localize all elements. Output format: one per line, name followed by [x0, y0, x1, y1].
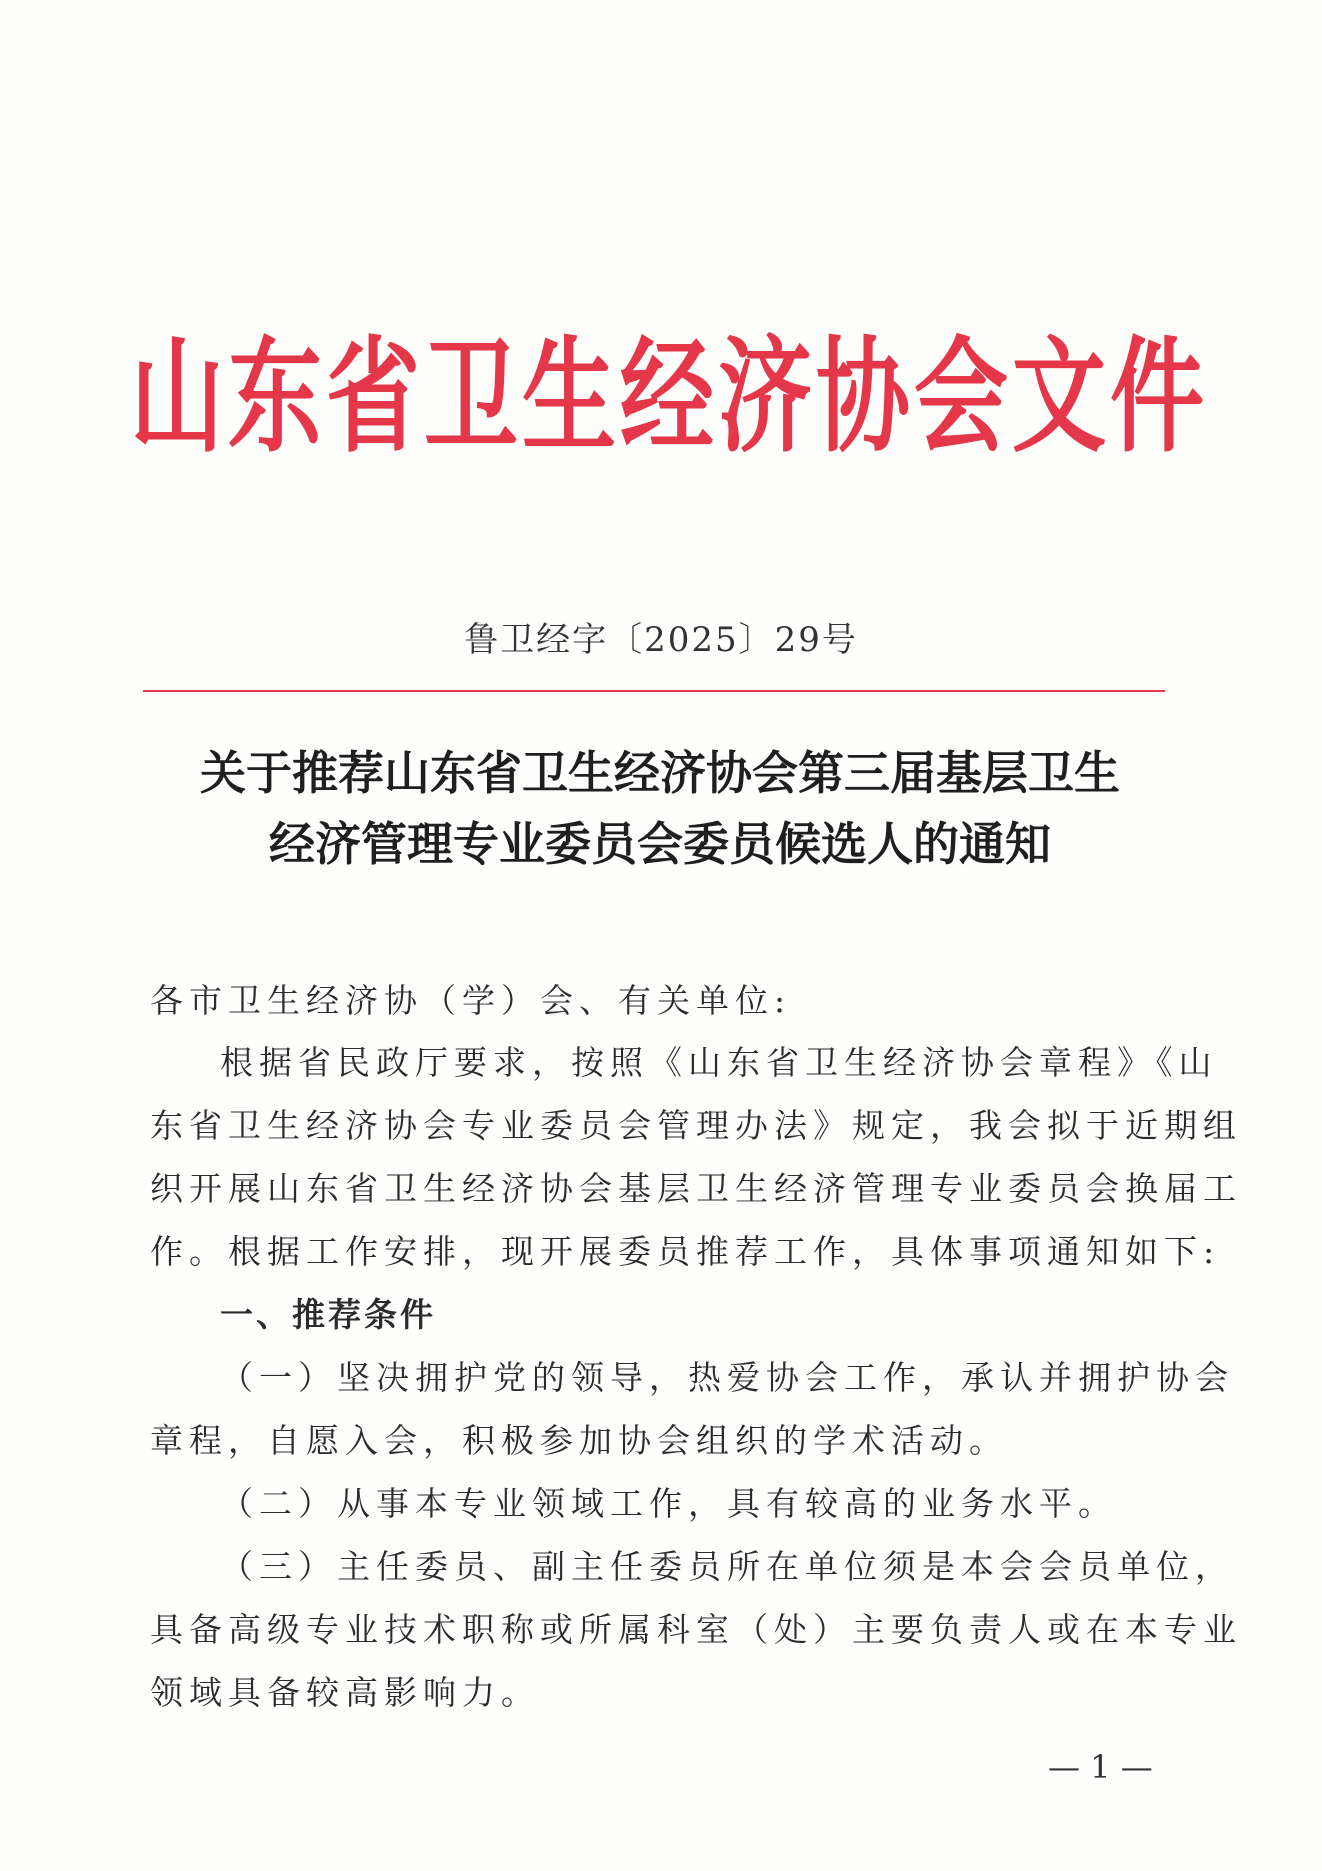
- salutation: 各市卫生经济协（学）会、有关单位:: [150, 981, 792, 1020]
- condition-1-line-1: （一）坚决拥护党的领导，热爱协会工作，承认并拥护协会: [220, 1358, 1234, 1397]
- intro-line-4: 作。根据工作安排，现开展委员推荐工作，具体事项通知如下:: [150, 1232, 1221, 1271]
- intro-line-1: 根据省民政厅要求，按照《山东省卫生经济协会章程》《山: [220, 1043, 1218, 1082]
- section-heading-recommendation-conditions: 一、推荐条件: [220, 1295, 436, 1334]
- condition-3-line-2: 具备高级专业技术职称或所属科室（处）主要负责人或在本专业: [150, 1610, 1242, 1649]
- intro-line-3: 织开展山东省卫生经济协会基层卫生经济管理专业委员会换届工: [150, 1169, 1242, 1208]
- red-divider-line: [143, 690, 1165, 692]
- document-masthead: 山东省卫生经济协会文件: [130, 326, 1209, 470]
- document-number: 鲁卫经字〔2025〕29号: [464, 620, 858, 660]
- condition-2: （二）从事本专业领域工作，具有较高的业务水平。: [220, 1484, 1117, 1523]
- condition-1-line-2: 章程，自愿入会，积极参加协会组织的学术活动。: [150, 1421, 1008, 1460]
- condition-3-line-3: 领域具备较高影响力。: [150, 1673, 540, 1712]
- intro-line-2: 东省卫生经济协会专业委员会管理办法》规定，我会拟于近期组: [150, 1106, 1242, 1145]
- document-title-line-1: 关于推荐山东省卫生经济协会第三届基层卫生: [200, 746, 1120, 800]
- document-title-line-2: 经济管理专业委员会委员候选人的通知: [269, 817, 1051, 871]
- page-number: — 1 —: [1048, 1748, 1153, 1786]
- condition-3-line-1: （三）主任委员、副主任委员所在单位须是本会会员单位，: [220, 1547, 1234, 1586]
